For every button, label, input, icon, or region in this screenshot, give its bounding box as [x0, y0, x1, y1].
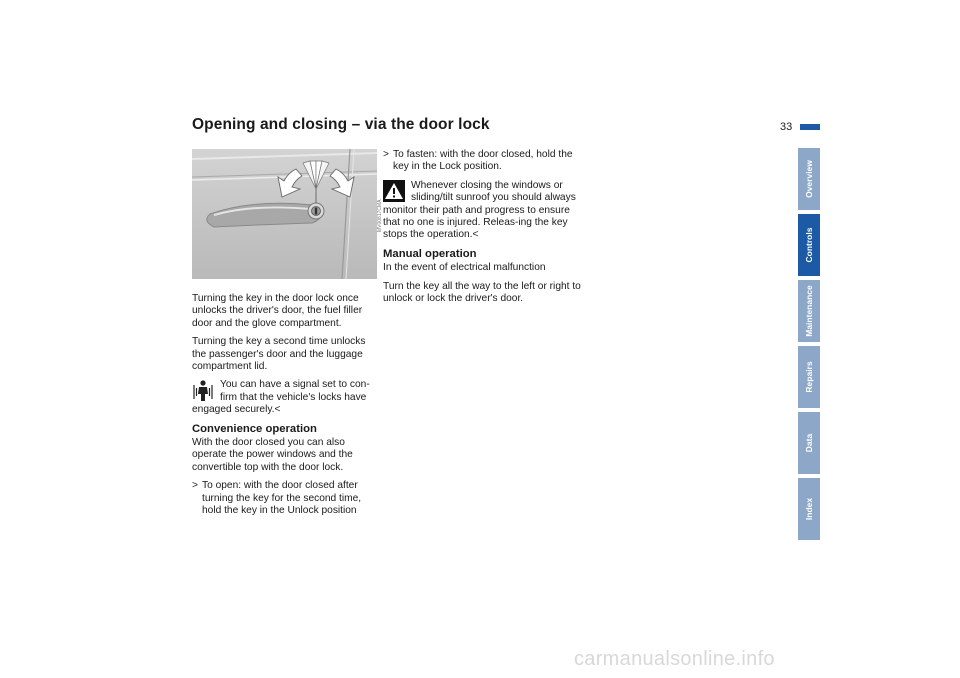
paragraph-unlock-twice: Turning the key a second time unlocks the passenger's door and the luggage compartment lid. — [192, 336, 366, 373]
paragraph-convenience: With the door closed you can also operate the power windows and the convertible top with the door lock. — [192, 437, 353, 473]
person-icon — [192, 379, 214, 403]
paragraph-turn-key: Turn the key all the way to the left or right to unlock or lock the driver's door. — [383, 280, 581, 305]
bullet-fasten-text: To fasten: with the door closed, hold the key in the Lock position. — [393, 149, 573, 173]
watermark: carmanualsonline.info — [574, 648, 775, 670]
tab-index[interactable] — [798, 478, 820, 540]
door-lock-drawing — [192, 149, 377, 279]
signal-note-text: You can have a signal set to con-firm that the vehicle's locks have engaged securely. — [192, 379, 370, 416]
bullet-open-text: To open: with the door closed after turning the key for the second time, hold the key in the Unlock position — [202, 480, 362, 517]
warning-text: Whenever closing the windows or sliding/tilt sunroof you should always monitor their path and progress to ensure that no one is injured. Releas-ing the key stops the operation. — [383, 179, 576, 241]
tab-controls[interactable] — [798, 214, 820, 276]
tab-label: Overview — [804, 160, 814, 198]
figure-code: MV00817CMA — [377, 199, 383, 232]
page-title: Opening and closing – via the door lock — [192, 116, 490, 133]
door-lock-illustration — [192, 149, 377, 279]
tab-label: Repairs — [804, 361, 814, 393]
bullet-fasten — [383, 149, 583, 174]
paragraph-unlock-once: Turning the key in the door lock once unlocks the driver's door, the fuel filler door and the glove compartment. — [192, 293, 363, 329]
end-mark: < — [274, 404, 281, 416]
tab-maintenance[interactable] — [798, 280, 820, 342]
tab-label: Data — [804, 433, 814, 453]
heading-manual-operation: Manual operation — [383, 247, 477, 260]
tab-repairs[interactable] — [798, 346, 820, 408]
paragraph-malfunction: In the event of electrical malfunction — [383, 262, 546, 274]
tab-label: Maintenance — [804, 285, 814, 337]
end-mark: < — [472, 229, 479, 241]
section-tabs — [798, 148, 820, 544]
heading-convenience-operation: Convenience operation — [192, 422, 317, 435]
text-column-1 — [192, 293, 382, 524]
tab-data[interactable] — [798, 412, 820, 474]
text-column-2 — [383, 149, 583, 311]
signal-note — [192, 379, 382, 416]
bullet-marker: > — [383, 149, 389, 160]
page-number-bar — [800, 124, 820, 130]
page-number: 33 — [780, 121, 793, 133]
tab-overview[interactable] — [798, 148, 820, 210]
warning-note — [383, 180, 583, 242]
bullet-marker: > — [192, 480, 198, 492]
tab-label: Controls — [804, 227, 814, 263]
tab-label: Index — [804, 497, 814, 521]
bullet-open — [192, 480, 382, 517]
warning-icon — [383, 180, 405, 204]
